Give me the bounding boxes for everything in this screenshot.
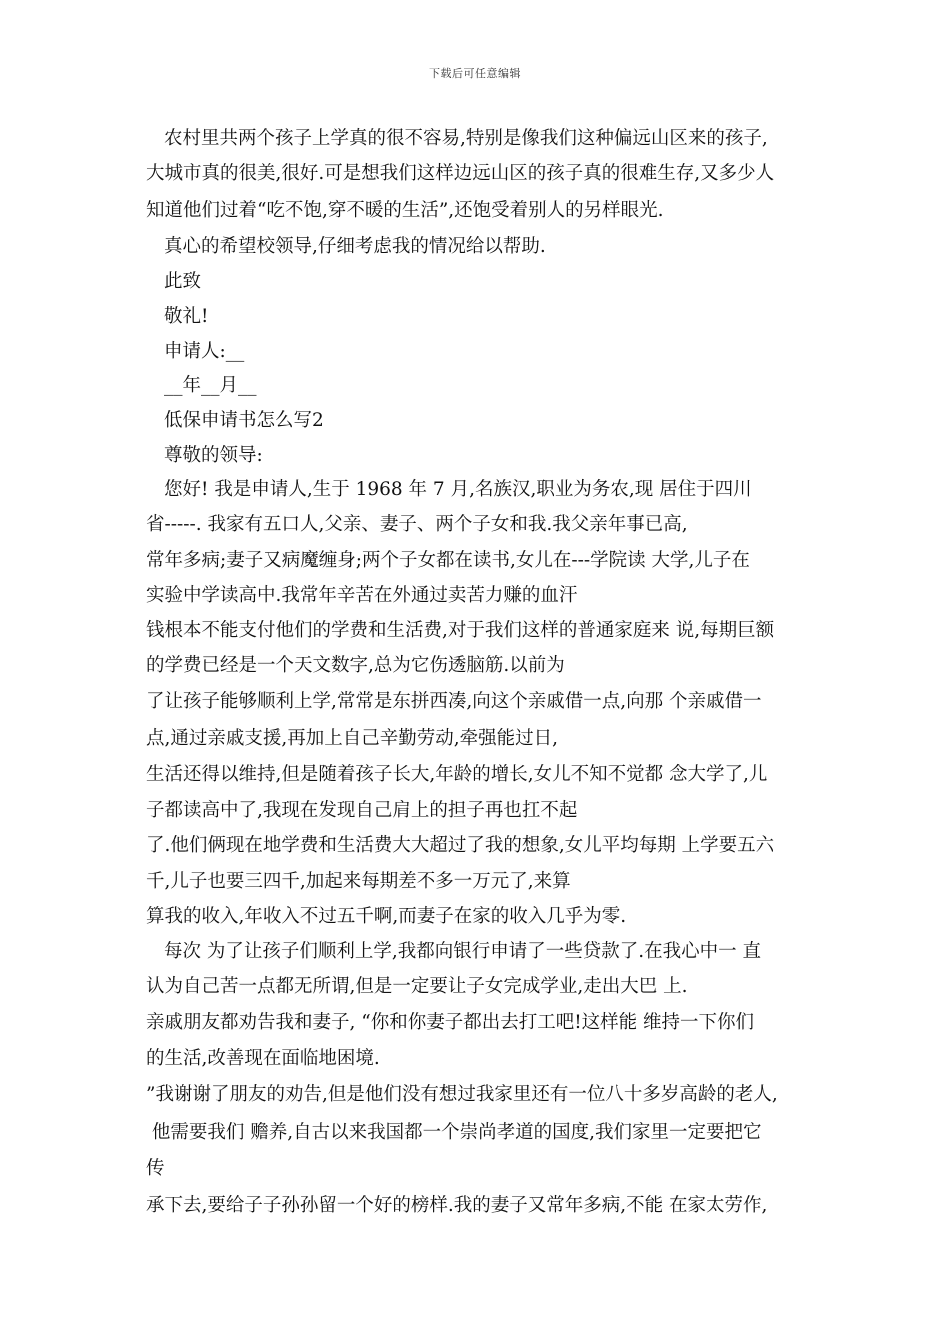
text-line: 实验中学读高中.我常年辛苦在外通过卖苦力赚的血汗 bbox=[146, 585, 578, 606]
text-line: 真心的希望校领导,仔细考虑我的情况给以帮助. bbox=[164, 236, 546, 257]
text-line: 的生活,改善现在面临地困境. bbox=[146, 1048, 380, 1069]
text-line: __年__月__ bbox=[164, 375, 257, 396]
text-line: 了让孩子能够顺利上学,常常是东拼西凑,向这个亲戚借一点,向那 个亲戚借一 bbox=[146, 691, 762, 712]
text-line: 了.他们俩现在地学费和生活费大大超过了我的想象,女儿平均每期 上学要五六 bbox=[146, 835, 775, 856]
text-line: 算我的收入,年收入不过五千啊,而妻子在家的收入几乎为零. bbox=[146, 906, 627, 927]
text-line: 每次 为了让孩子们顺利上学,我都向银行申请了一些贷款了.在我心中一 直 bbox=[164, 941, 762, 962]
text-line: 大城市真的很美,很好.可是想我们这样边远山区的孩子真的很难生存,又多少人 bbox=[146, 163, 775, 184]
text-line: 钱根本不能支付他们的学费和生活费,对于我们这样的普通家庭来 说,每期巨额 bbox=[146, 620, 775, 641]
text-line: 农村里共两个孩子上学真的很不容易,特别是像我们这种偏远山区来的孩子, bbox=[164, 128, 768, 149]
text-line: 您好! 我是申请人,生于 1968 年 7 月,名族汉,职业为务农,现 居住于四川 bbox=[164, 479, 752, 500]
text-line: 省-----. 我家有五口人,父亲、妻子、两个子女和我.我父亲年事已高, bbox=[146, 514, 688, 535]
text-line: 传 bbox=[146, 1158, 165, 1179]
text-line: 的学费已经是一个天文数字,总为它伤透脑筋.以前为 bbox=[146, 655, 565, 676]
page-header: 下载后可任意编辑 bbox=[429, 67, 521, 80]
text-line: 点,通过亲戚支援,再加上自己辛勤劳动,牵强能过日, bbox=[146, 728, 559, 749]
text-line: 生活还得以维持,但是随着孩子长大,年龄的增长,女儿不知不觉都 念大学了,儿 bbox=[146, 764, 768, 785]
text-line: 子都读高中了,我现在发现自己肩上的担子再也扛不起 bbox=[146, 800, 578, 821]
text-line: 此致 bbox=[164, 271, 202, 292]
text-line: 认为自己苦一点都无所谓,但是一定要让子女完成学业,走出大巴 上. bbox=[146, 976, 688, 997]
text-line: 千,儿子也要三四千,加起来每期差不多一万元了,来算 bbox=[146, 871, 571, 892]
text-line: ”我谢谢了朋友的劝告,但是他们没有想过我家里还有一位八十多岁高龄的老人, bbox=[146, 1084, 778, 1105]
text-line: 敬礼! bbox=[164, 306, 209, 327]
text-line: 亲戚朋友都劝告我和妻子, “你和你妻子都出去打工吧!这样能 维持一下你们 bbox=[146, 1012, 755, 1033]
text-line: 常年多病;妻子又病魔缠身;两个子女都在读书,女儿在---学院读 大学,儿子在 bbox=[146, 550, 750, 571]
section-title: 低保申请书怎么写2 bbox=[164, 410, 324, 431]
text-line: 承下去,要给子子孙孙留一个好的榜样.我的妻子又常年多病,不能 在家太劳作, bbox=[146, 1195, 768, 1216]
text-line: 知道他们过着“吃不饱,穿不暖的生活”,还饱受着别人的另样眼光. bbox=[146, 200, 664, 221]
text-line: 尊敬的领导: bbox=[164, 445, 263, 466]
text-line: 申请人:__ bbox=[164, 341, 245, 362]
text-line: 他需要我们 赡养,自古以来我国都一个崇尚孝道的国度,我们家里一定要把它 bbox=[146, 1122, 762, 1143]
